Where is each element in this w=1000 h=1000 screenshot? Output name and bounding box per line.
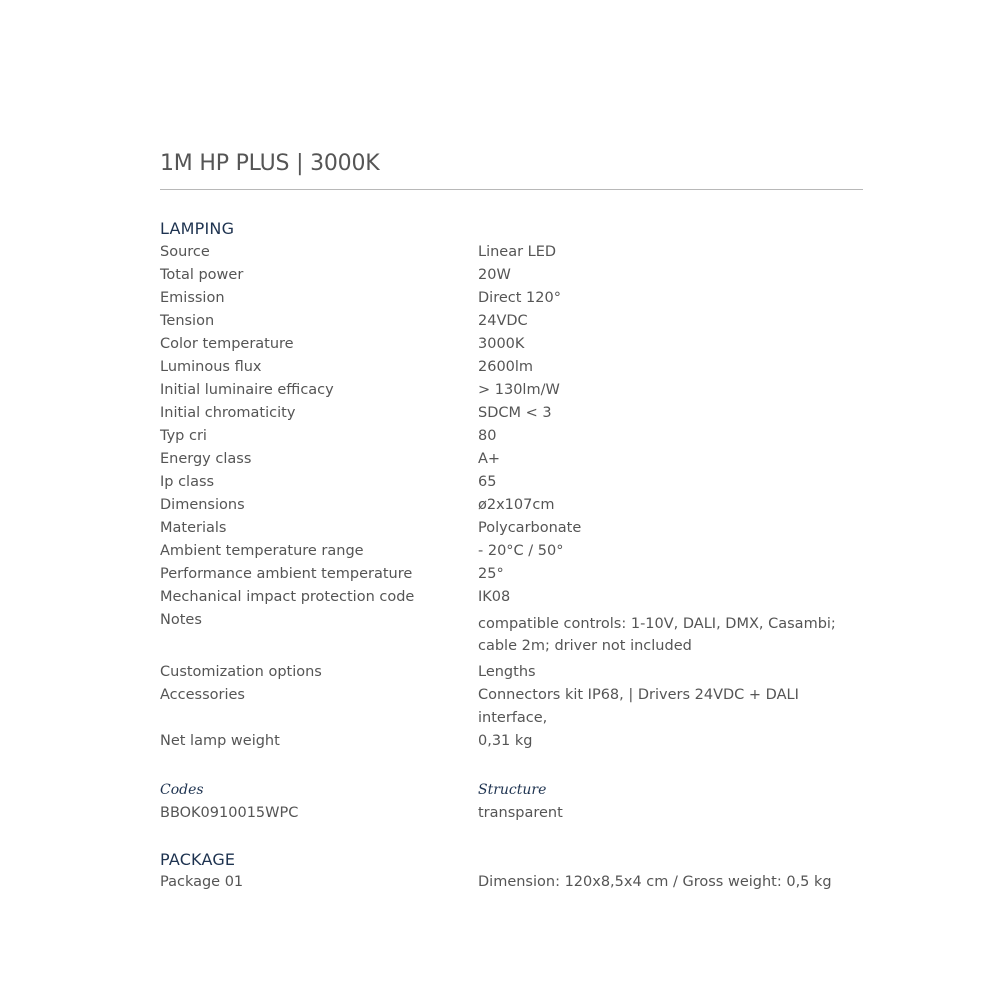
- spec-value: 24VDC: [478, 313, 528, 329]
- product-code: BBOK0910015WPC: [160, 805, 299, 821]
- spec-row-color-temperature: [160, 333, 863, 356]
- spec-row-luminous-flux: [160, 356, 863, 379]
- spec-value: 25°: [478, 566, 504, 582]
- codes-column: [160, 779, 478, 825]
- spec-row-chromaticity: [160, 402, 863, 425]
- spec-sheet: [160, 150, 863, 894]
- spec-value: compatible controls: 1-10V, DALI, DMX, Casambi; cable 2m; driver not included: [478, 616, 836, 654]
- structure-column: [478, 779, 563, 825]
- spec-value: 20W: [478, 267, 511, 283]
- codes-structure-block: [160, 779, 863, 825]
- spec-row-total-power: [160, 264, 863, 287]
- spec-row-emission: [160, 287, 863, 310]
- spec-label: Initial chromaticity: [160, 405, 296, 421]
- product-title: 1M HP PLUS | 3000K: [160, 151, 380, 176]
- spec-row-net-weight: [160, 730, 863, 753]
- spec-value: IK08: [478, 589, 511, 605]
- spec-row-efficacy: [160, 379, 863, 402]
- lamping-table: [160, 241, 863, 753]
- spec-label: Ambient temperature range: [160, 543, 364, 559]
- spec-label: Total power: [160, 267, 244, 283]
- spec-value: 80: [478, 428, 497, 444]
- title-divider: [160, 189, 863, 190]
- spec-value: Connectors kit IP68, | Drivers 24VDC + DALI interface,: [478, 687, 799, 726]
- spec-value: Lengths: [478, 664, 536, 680]
- structure-value: transparent: [478, 805, 563, 821]
- spec-label: Tension: [160, 313, 215, 329]
- spec-row-materials: [160, 517, 863, 540]
- spec-label: Source: [160, 244, 210, 260]
- spec-label: Energy class: [160, 451, 252, 467]
- spec-row-dimensions: [160, 494, 863, 517]
- spec-label: Initial luminaire efficacy: [160, 382, 334, 398]
- spec-row-typ-cri: [160, 425, 863, 448]
- spec-value: 2600lm: [478, 359, 534, 375]
- spec-value: > 130lm/W: [478, 382, 560, 398]
- spec-label: Emission: [160, 290, 225, 306]
- package-row: [160, 871, 863, 894]
- spec-label: Materials: [160, 520, 227, 536]
- lamping-heading: LAMPING: [160, 219, 235, 238]
- spec-value: 65: [478, 474, 497, 490]
- package-value: Dimension: 120x8,5x4 cm / Gross weight: 0,5 kg: [478, 874, 832, 890]
- structure-caption: Structure: [478, 782, 547, 798]
- spec-label: Notes: [160, 612, 202, 628]
- spec-row-ambient-temperature: [160, 540, 863, 563]
- spec-label: Ip class: [160, 474, 215, 490]
- codes-caption: Codes: [160, 782, 204, 798]
- spec-label: Dimensions: [160, 497, 245, 513]
- spec-label: Typ cri: [160, 428, 207, 444]
- package-heading: PACKAGE: [160, 850, 236, 869]
- spec-label: Performance ambient temperature: [160, 566, 413, 582]
- spec-value: ø2x107cm: [478, 497, 555, 513]
- spec-value: SDCM < 3: [478, 405, 552, 421]
- spec-row-energy-class: [160, 448, 863, 471]
- spec-row-performance-temperature: [160, 563, 863, 586]
- spec-row-ip-class: [160, 471, 863, 494]
- spec-label: Luminous flux: [160, 359, 262, 375]
- spec-row-customization: [160, 661, 863, 684]
- spec-row-tension: [160, 310, 863, 333]
- spec-value: A+: [478, 451, 501, 467]
- spec-row-source: [160, 241, 863, 264]
- spec-label: Color temperature: [160, 336, 294, 352]
- package-label: Package 01: [160, 874, 244, 890]
- spec-row-accessories: [160, 684, 863, 730]
- spec-value: 0,31 kg: [478, 733, 533, 749]
- spec-label: Customization options: [160, 664, 322, 680]
- spec-label: Net lamp weight: [160, 733, 280, 749]
- spec-label: Mechanical impact protection code: [160, 589, 415, 605]
- spec-row-notes: [160, 609, 863, 661]
- spec-value: Linear LED: [478, 244, 557, 260]
- spec-value: - 20°C / 50°: [478, 543, 564, 559]
- spec-label: Accessories: [160, 687, 245, 703]
- spec-value: 3000K: [478, 336, 525, 352]
- spec-value: Polycarbonate: [478, 520, 582, 536]
- spec-value: Direct 120°: [478, 290, 561, 306]
- spec-row-impact-protection: [160, 586, 863, 609]
